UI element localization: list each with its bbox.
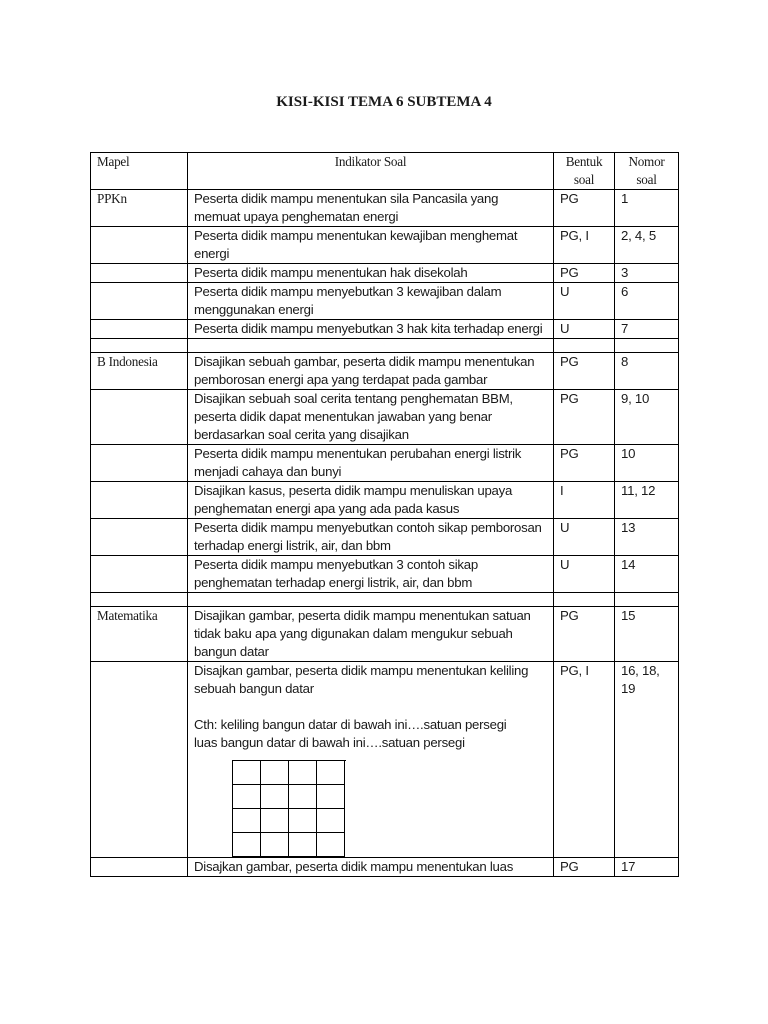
table-row bbox=[91, 390, 679, 445]
bentuk-cell: PG, I bbox=[554, 227, 615, 264]
indikator-cell bbox=[188, 662, 554, 858]
nomor-cell: 13 bbox=[615, 519, 679, 556]
mapel-bindonesia: B Indonesia bbox=[91, 353, 188, 390]
nomor-cell: 7 bbox=[615, 320, 679, 339]
nomor-cell: 11, 12 bbox=[615, 482, 679, 519]
indikator-cell: Peserta didik mampu menentukan sila Pancasila yang memuat upaya penghematan energi bbox=[188, 190, 554, 227]
mapel-empty-cell bbox=[91, 556, 188, 593]
mapel-empty-cell bbox=[91, 390, 188, 445]
indikator-cell: Peserta didik mampu menyebutkan 3 kewajiban dalam menggunakan energi bbox=[188, 283, 554, 320]
indikator-cell: Disajkan gambar, peserta didik mampu menentukan luas bbox=[188, 858, 554, 877]
table-row bbox=[91, 662, 679, 858]
header-bentuk: Bentuk soal bbox=[554, 153, 615, 190]
table-row bbox=[91, 283, 679, 320]
bentuk-cell: PG bbox=[554, 353, 615, 390]
nomor-cell: 1 bbox=[615, 190, 679, 227]
indikator-cell: Peserta didik mampu menyebutkan contoh sikap pemborosan terhadap energi listrik, air, dan bbm bbox=[188, 519, 554, 556]
mapel-ppkn: PPKn bbox=[91, 190, 188, 227]
bentuk-cell: U bbox=[554, 283, 615, 320]
table-row bbox=[91, 607, 679, 662]
bentuk-cell: I bbox=[554, 482, 615, 519]
indikator-cell: Disajikan sebuah soal cerita tentang penghematan BBM, peserta didik dapat menentukan jawaban yang benar berdasarkan soal cerita yang disajikan bbox=[188, 390, 554, 445]
square-grid-figure bbox=[194, 752, 547, 857]
indikator-cell: Peserta didik mampu menyebutkan 3 hak kita terhadap energi bbox=[188, 320, 554, 339]
indikator-text: Disajkan gambar, peserta didik mampu menentukan keliling sebuah bangun datar bbox=[194, 663, 529, 696]
nomor-cell: 15 bbox=[615, 607, 679, 662]
nomor-cell: 6 bbox=[615, 283, 679, 320]
nomor-cell: 17 bbox=[615, 858, 679, 877]
mapel-empty-cell bbox=[91, 445, 188, 482]
table-row bbox=[91, 320, 679, 339]
mapel-empty-cell bbox=[91, 662, 188, 858]
nomor-cell: 9, 10 bbox=[615, 390, 679, 445]
table-row bbox=[91, 556, 679, 593]
table-row bbox=[91, 264, 679, 283]
paragraph-gap bbox=[194, 698, 547, 716]
indikator-cell: Peserta didik mampu menentukan hak disekolah bbox=[188, 264, 554, 283]
bentuk-cell: U bbox=[554, 320, 615, 339]
indikator-cell: Peserta didik mampu menyebutkan 3 contoh sikap penghematan terhadap energi listrik, air, dan bbm bbox=[188, 556, 554, 593]
header-indikator: Indikator Soal bbox=[188, 153, 554, 190]
bentuk-cell: PG bbox=[554, 858, 615, 877]
table-row bbox=[91, 227, 679, 264]
bentuk-cell: PG bbox=[554, 607, 615, 662]
nomor-cell: 10 bbox=[615, 445, 679, 482]
table-row bbox=[91, 858, 679, 877]
mapel-empty-cell bbox=[91, 519, 188, 556]
example-luas-text: luas bangun datar di bawah ini….satuan persegi bbox=[194, 735, 465, 750]
mapel-empty-cell bbox=[91, 482, 188, 519]
mapel-empty-cell bbox=[91, 283, 188, 320]
nomor-cell: 8 bbox=[615, 353, 679, 390]
unit-square-grid bbox=[232, 760, 346, 857]
table-row bbox=[91, 482, 679, 519]
bentuk-cell: PG bbox=[554, 264, 615, 283]
bentuk-cell: PG bbox=[554, 190, 615, 227]
indikator-cell: Peserta didik mampu menentukan perubahan energi listrik menjadi cahaya dan bunyi bbox=[188, 445, 554, 482]
table-row bbox=[91, 519, 679, 556]
nomor-cell: 3 bbox=[615, 264, 679, 283]
mapel-empty-cell bbox=[91, 858, 188, 877]
indikator-cell: Disajikan gambar, peserta didik mampu menentukan satuan tidak baku apa yang digunakan dalam mengukur sebuah bangun datar bbox=[188, 607, 554, 662]
bentuk-cell: PG, I bbox=[554, 662, 615, 858]
bentuk-cell: PG bbox=[554, 445, 615, 482]
nomor-cell: 2, 4, 5 bbox=[615, 227, 679, 264]
mapel-matematika: Matematika bbox=[91, 607, 188, 662]
indikator-cell: Disajikan sebuah gambar, peserta didik mampu menentukan pemborosan energi apa yang terdapat pada gambar bbox=[188, 353, 554, 390]
header-mapel: Mapel bbox=[91, 153, 188, 190]
bentuk-cell: U bbox=[554, 519, 615, 556]
header-nomor: Nomor soal bbox=[615, 153, 679, 190]
mapel-empty-cell bbox=[91, 227, 188, 264]
bentuk-cell: U bbox=[554, 556, 615, 593]
document-title: KISI-KISI TEMA 6 SUBTEMA 4 bbox=[276, 94, 492, 110]
nomor-cell: 16, 18, 19 bbox=[615, 662, 679, 858]
nomor-cell: 14 bbox=[615, 556, 679, 593]
example-keliling-text: Cth: keliling bangun datar di bawah ini….satuan persegi bbox=[194, 717, 507, 732]
mapel-empty-cell bbox=[91, 320, 188, 339]
table-row bbox=[91, 445, 679, 482]
table-row bbox=[91, 353, 679, 390]
indikator-cell: Peserta didik mampu menentukan kewajiban menghemat energi bbox=[188, 227, 554, 264]
kisi-kisi-table bbox=[90, 152, 679, 877]
indikator-cell: Disajikan kasus, peserta didik mampu menuliskan upaya penghematan energi apa yang ada pada kasus bbox=[188, 482, 554, 519]
table-row bbox=[91, 190, 679, 227]
spacer-row bbox=[91, 339, 679, 353]
mapel-empty-cell bbox=[91, 264, 188, 283]
bentuk-cell: PG bbox=[554, 390, 615, 445]
spacer-row bbox=[91, 593, 679, 607]
table-header-row bbox=[91, 153, 679, 190]
